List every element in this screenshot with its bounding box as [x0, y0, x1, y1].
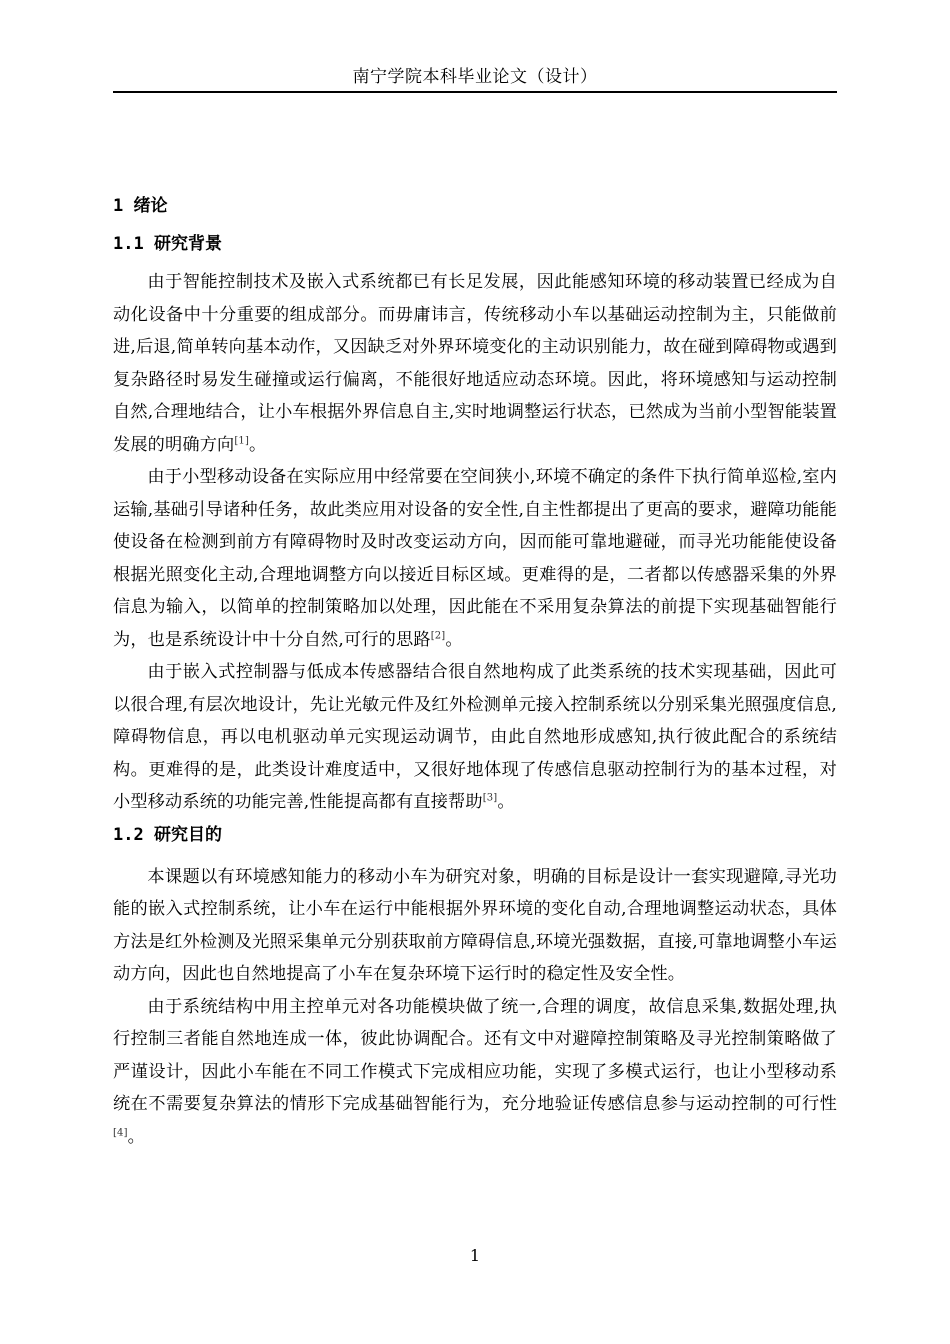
- paragraph-background-1: [113, 266, 837, 461]
- paragraph-end: 。: [127, 1126, 145, 1147]
- paragraph-text: 由于嵌入式控制器与低成本传感器结合很自然地构成了此类系统的技术实现基础，因此可以很合理,有层次地设计，先让光敏元件及红外检测单元接入控制系统以分别采集光照强度信息,障碍物信息，再以电机驱动单元实现运动调节，由此自然地形成感知,执行彼此配合的系统结构。更难得的是，此类设计难度适中，又很好地体现了传感信息驱动控制行为的基本过程，对小型移动系统的功能完善,性能提高都有直接帮助: [113, 662, 837, 812]
- paragraph-background-3: [113, 656, 837, 819]
- paragraph-end: 。: [445, 629, 463, 650]
- citation: [1]: [234, 434, 249, 446]
- paragraph-end: 。: [497, 792, 515, 812]
- paragraph-text: 由于小型移动设备在实际应用中经常要在空间狭小,环境不确定的条件下执行简单巡检,室内运输,基础引导诸种任务，故此类应用对设备的安全性,自主性都提出了更高的要求，避障功能能使设备在检测到前方有障碍物时及时改变运动方向，因而能可靠地避碰，而寻光功能能使设备根据光照变化主动,合理地调整方向以接近目标区域。更难得的是，二者都以传感器采集的外界信息为输入，以简单的控制策略加以处理，因此能在不采用复杂算法的前提下实现基础智能行为，也是系统设计中十分自然,可行的思路: [113, 467, 837, 650]
- running-header: 南宁学院本科毕业论文（设计）: [352, 67, 598, 87]
- paragraph-text: 由于系统结构中用主控单元对各功能模块做了统一,合理的调度，故信息采集,数据处理,执行控制三者能自然地连成一体，彼此协调配合。还有文中对避障控制策略及寻光控制策略做了严谨设计，因此小车能在不同工作模式下完成相应功能，实现了多模式运行，也让小型移动系统在不需要复杂算法的情形下完成基础智能行为，充分地验证传感信息参与运动控制的可行性: [113, 996, 837, 1114]
- citation: [4]: [113, 1126, 128, 1138]
- paragraph-text: 由于智能控制技术及嵌入式系统都已有长足发展，因此能感知环境的移动装置已经成为自动化设备中十分重要的组成部分。而毋庸讳言，传统移动小车以基础运动控制为主，只能做前进,后退,简单转向基本动作，又因缺乏对外界环境变化的主动识别能力，故在碰到障碍物或遇到复杂路径时易发生碰撞或运行偏离，不能很好地适应动态环境。因此，将环境感知与运动控制自然,合理地结合，让小车根据外界信息自主,实时地调整运行状态，已然成为当前小型智能装置发展的明确方向: [113, 272, 837, 455]
- section-heading-background: 1.1 研究背景: [113, 234, 222, 254]
- paragraph-background-2: [113, 461, 837, 656]
- chapter-heading: 1 绪论: [113, 196, 168, 216]
- paragraph-purpose-1: [113, 861, 837, 991]
- citation: [3]: [482, 792, 498, 804]
- paragraph-text: 本课题以有环境感知能力的移动小车为研究对象，明确的目标是设计一套实现避障,寻光功能的嵌入式控制系统，让小车在运行中能根据外界环境的变化自动,合理地调整运动状态，具体方法是红外检测及光照采集单元分别获取前方障碍信息,环境光强数据，直接,可靠地调整小车运动方向，因此也自然地提高了小车在复杂环境下运行时的稳定性及安全性。: [113, 866, 837, 984]
- paragraph-end: 。: [249, 434, 267, 455]
- paragraph-purpose-2: [113, 991, 837, 1154]
- citation: [2]: [430, 629, 446, 641]
- document-body: [113, 190, 837, 1153]
- header-rule: [113, 91, 837, 93]
- page-number: 1: [469, 1246, 481, 1265]
- section-heading-purpose: 1.2 研究目的: [113, 824, 222, 845]
